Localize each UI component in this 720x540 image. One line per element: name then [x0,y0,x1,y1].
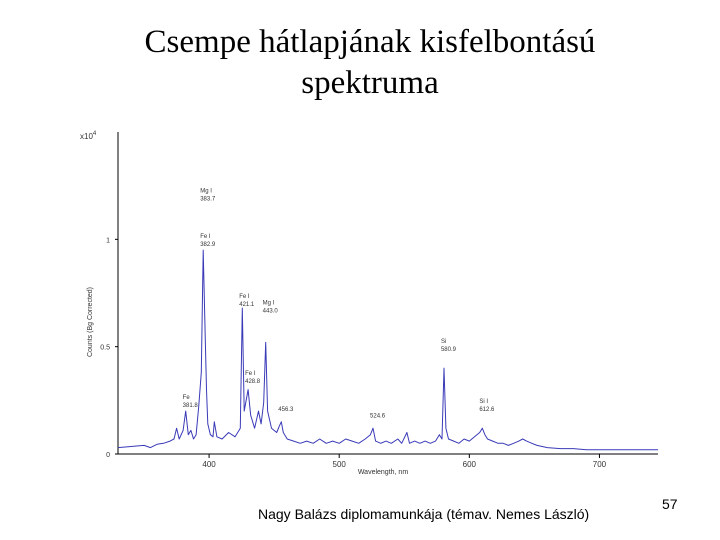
peak-annotation [263,300,279,314]
y-multiplier-label: $x10^4$ [80,131,97,141]
peak-annotation [200,189,216,203]
x-tick-label: 400 [202,460,216,469]
page-number: 57 [662,496,678,512]
peak-element-label: Fe I [200,233,211,240]
slide-title-line-1: Csempe hátlapjának kisfelbontású [144,24,596,60]
peak-annotation [245,371,261,385]
peak-wavelength-label: 381.8 [182,402,198,409]
peak-wavelength-label: 456.3 [278,407,294,414]
peak-element-label: Si I [479,399,489,406]
y-tick-label: 0 [106,452,110,459]
x-axis [118,454,658,476]
x-axis-label: Wavelength, nm [357,469,409,476]
y-tick-label: 0.5 [100,344,110,352]
y-ticks [100,237,118,459]
spectrum-line [118,250,658,450]
x-tick-label: 600 [462,460,477,469]
peak-wavelength-label: 421.1 [239,301,255,308]
peak-element-label: Mg I [200,188,212,195]
x-tick-label: 700 [592,460,607,469]
x-tick-label: 500 [332,460,346,469]
y-axis [80,131,118,459]
y-tick-label: 1 [106,237,110,245]
peak-wavelength-label: 382.9 [200,241,216,248]
peak-element-label: Si [440,338,447,345]
y-axis-label: Counts (Bg Corrected) [87,286,94,358]
peak-element-label: Fe I [239,293,250,300]
peak-wavelength-label: 443.0 [262,308,278,315]
peak-wavelength-label: 383.7 [200,196,216,203]
peak-annotations [183,189,495,420]
slide-title [60,22,680,104]
peak-annotation [441,339,457,353]
peak-element-label: Fe I [245,371,256,378]
peak-annotation [239,294,255,308]
peak-wavelength-label: 580.9 [440,346,456,353]
x-ticks [202,454,606,469]
peak-element-label: Fe [182,394,190,401]
peak-element-label: Mg I [262,300,275,307]
peak-annotation [183,395,199,409]
peak-wavelength-label: 428.8 [245,379,261,386]
peak-annotation [370,414,386,420]
peak-annotation [278,407,294,413]
peak-annotation [479,399,495,413]
peak-annotation [200,234,216,248]
peak-wavelength-label: 612.6 [479,407,495,414]
slide-title-line-2: spektruma [301,65,439,101]
footer-credit: Nagy Balázs diplomamunkája (témav. Nemes László) [258,506,590,522]
spectrum-chart [78,122,678,482]
peak-wavelength-label: 524.6 [370,413,386,420]
series-layer [118,250,658,450]
